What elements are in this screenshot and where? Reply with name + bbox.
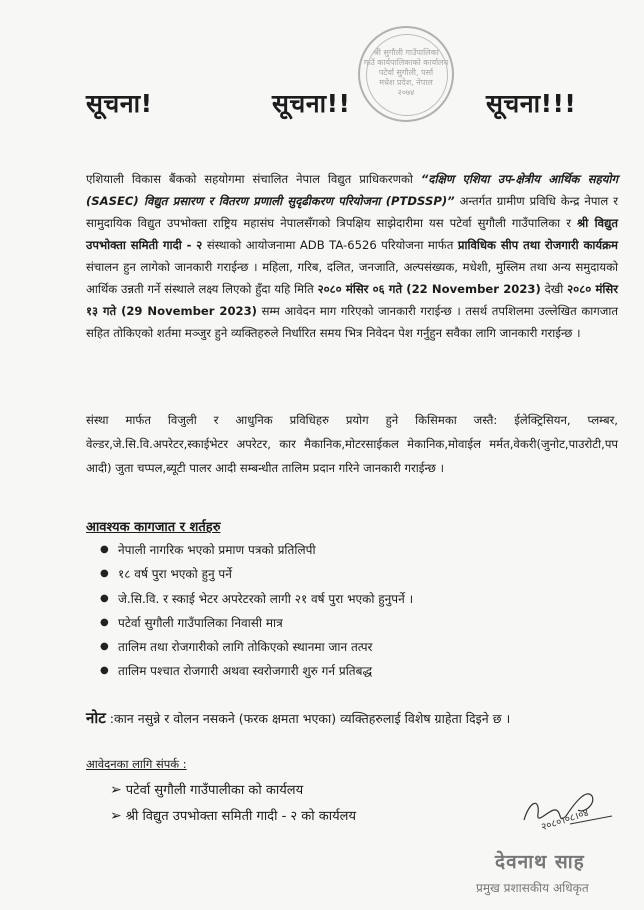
list-item: ● तालिम तथा रोजगारीको लागि तोकिएको स्थानमा जान तत्पर — [100, 635, 620, 659]
arrow-icon: ➢ — [110, 782, 122, 798]
organization-name: श्री विद्युत उपभोक्ता समिती गादी - २ — [86, 216, 619, 252]
seal-line: मधेश प्रदेश, नेपाल — [379, 78, 433, 87]
para-text: अन्तर्गत ग्रामीण प्रविधि केन्द्र नेपाल र सामुदायिक विद्युत उपभोक्ता राष्ट्रिय महासंघ नेपालसँगको त्रिपक्षिय साझेदारीमा यस पटेर्वा सुगौली गाउँपालिका र — [86, 194, 618, 230]
note — [86, 706, 618, 731]
notice-heading-2: सूचना!! — [272, 89, 351, 118]
start-date: २०८० मंसिर ०६ गते (22 November 2023) — [317, 282, 541, 296]
seal-line: श्री सुगौली गाउँपालिका — [373, 48, 439, 57]
project-name: “दक्षिण एशिया उप-क्षेत्रीय आर्थिक सहयोग (SASEC) विद्युत प्रसारण र वितरण प्रणाली सुदृढीकरण परियोजना (PTDSSP)” — [86, 172, 618, 208]
requirements-list — [100, 538, 620, 684]
program-name: प्राविधिक सीप तथा रोजगारी कार्यक्रम — [457, 238, 618, 252]
signature-scribble — [500, 780, 620, 840]
contact-item — [110, 780, 303, 798]
requirements-title: आवश्यक कागजात र शर्तहरु — [86, 520, 221, 535]
seal-line: गाउँ कार्यपालिकाको कार्यालय — [363, 58, 449, 67]
notice-heading-3: सूचना!!! — [486, 89, 577, 118]
note-label: नोट — [86, 709, 106, 727]
signatory-title: प्रमुख प्रशासकीय अधिकृत — [476, 881, 589, 895]
para-text: संस्थाको आयोजनामा ADB TA-6526 परियोजना मार्फत — [202, 238, 458, 252]
para-text: देखी — [540, 282, 568, 296]
training-paragraph: संस्था मार्फत विजुली र आधुनिक प्रविधिहरु प्रयोग हुने किसिमका जस्तै: ईलेक्ट्रिसियन, प्लम्बर, वेल्डर,जे.सि.वि.अपरेटर,स्काईभेटर अपरेटर, कार मैकानिक,मोटरसाईकल मेकानिक,मोवाईल मर्मत,वेकरी(जुनोट,पाउरोटी,पप आदी) जुता चप्पल,ब्यूटी पालर आदी सम्बन्धीत तालिम प्रदान गरिने जानकारी गराईन्छ । — [86, 413, 618, 475]
list-item: ● जे.सि.वि. र स्काई भेटर अपरेटरको लागी २१ वर्ष पुरा भएको हुनुपर्ने । — [100, 587, 620, 611]
contact-label: श्री विद्युत उपभोक्ता समिती गादी - २ को कार्यलय — [125, 809, 357, 824]
list-item: ● नेपाली नागरिक भएको प्रमाण पत्रको प्रतिलिपी — [100, 538, 620, 562]
list-item: ● १८ वर्ष पुरा भएको हुनु पर्ने — [100, 562, 620, 586]
note-text: :कान नसुन्ने र वोलन नसकने (फरक क्षमता भएका) व्यक्तिहरुलाई विशेष ग्राहेता दिइने छ । — [105, 711, 511, 726]
signatory-name: देवनाथ साह — [495, 851, 585, 873]
seal-line: २०७४ — [397, 88, 415, 97]
signature-date: २०८०।०८।०४ — [539, 807, 591, 834]
para-text: संचालन हुन लागेको जानकारी गराईन्छ । महिला, गरिब, दलित, जनजाति, अल्पसंख्यक, मधेशी, मुस्लिम तथा अन्य समुदायको आर्थिक उन्नती गर्ने संस्थाले लक्ष्य लिएको हुँदा यहि मिति — [86, 260, 618, 296]
seal-ring — [366, 34, 448, 116]
contact-item — [110, 806, 356, 824]
para-text: एशियाली विकास बैंकको सहयोगमा संचालित नेपाल विद्युत प्राधिकरणको — [86, 172, 421, 186]
main-paragraph — [86, 168, 618, 344]
seal-line: पटेर्वा सुगौली, पर्सा — [378, 68, 434, 77]
contact-title: आवेदनका लागि संपर्क : — [86, 757, 187, 771]
list-item: ● तालिम पश्चात रोजगारी अथवा स्वरोजगारी शुरु गर्न प्रतिबद्ध — [100, 659, 620, 683]
para-text: सम्म आवेदन माग गरिएको जानकारी गराईन्छ । तसर्थ तपशिलमा उल्लेखित कागजात सहित तोकिएको शर्तमा मञ्जुर हुने व्यक्तिहरुले निर्धारित समय भित्र निवेदन पेश गर्नुहुन सवैका लागि जानकारी गराईन्छ । — [86, 304, 618, 340]
office-seal — [358, 26, 454, 122]
end-date: २०८० मंसिर १३ गते (29 November 2023) — [86, 282, 619, 318]
list-item: ● पटेर्वा सुगौली गाउँपालिका निवासी मात्र — [100, 611, 620, 635]
notice-heading-1: सूचना! — [86, 89, 153, 118]
contact-label: पटेर्वा सुगौली गाउँपालीका को कार्यलय — [125, 783, 304, 798]
arrow-icon: ➢ — [110, 808, 122, 824]
